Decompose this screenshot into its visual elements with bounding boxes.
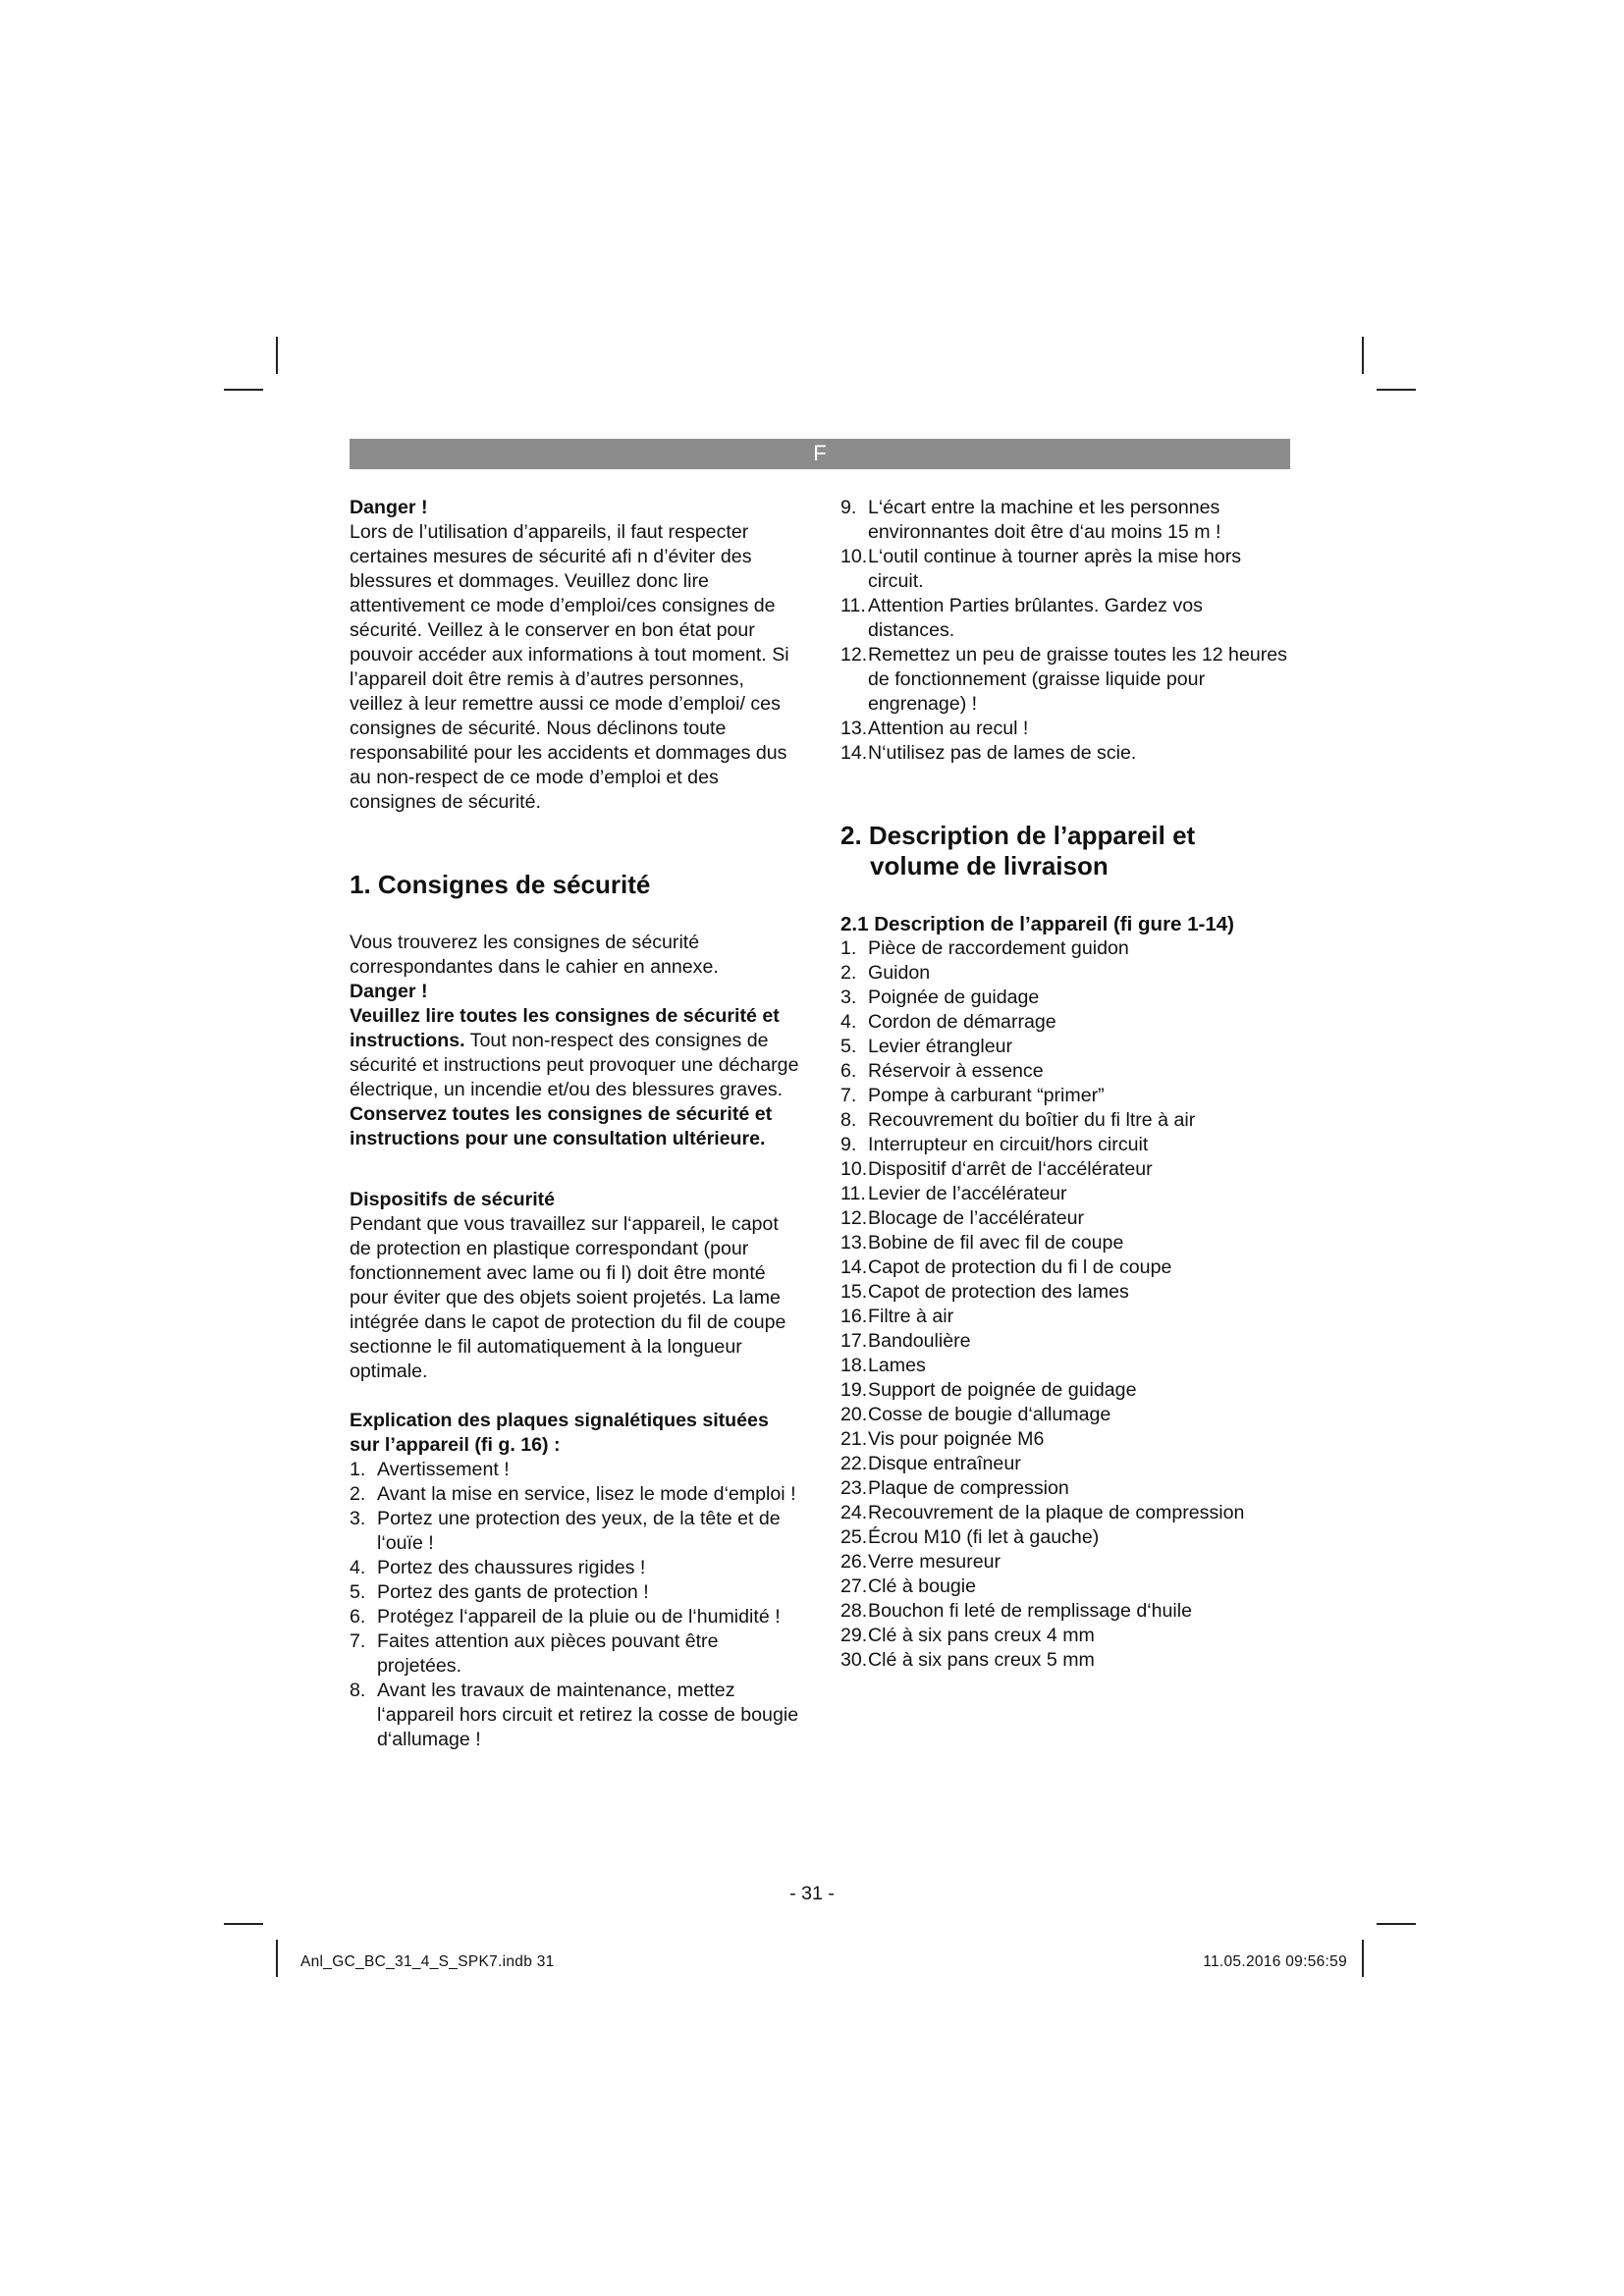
list-item-number: 21. bbox=[840, 1428, 868, 1450]
list-item-text: Portez une protection des yeux, de la tête et de l‘ouïe ! bbox=[377, 1508, 781, 1554]
list-item-number: 8. bbox=[350, 1680, 366, 1701]
list-item-text: Avant la mise en service, lisez le mode d‘emploi ! bbox=[377, 1483, 796, 1505]
list-item-text: Écrou M10 (fi let à gauche) bbox=[868, 1526, 1100, 1548]
list-item-number: 14. bbox=[840, 742, 868, 764]
list-item-number: 23. bbox=[840, 1477, 868, 1499]
list-item bbox=[840, 1452, 1292, 1476]
section-heading-line: 2. Description de l’appareil et bbox=[840, 821, 1196, 850]
list-item-number: 18. bbox=[840, 1355, 868, 1376]
list-item-number: 10. bbox=[840, 546, 868, 567]
list-item bbox=[840, 986, 1292, 1010]
section-heading bbox=[840, 821, 1292, 881]
list-item-text: Blocage de l’accélérateur bbox=[868, 1207, 1085, 1229]
list-item-number: 16. bbox=[840, 1306, 868, 1327]
list-item-text: Attention au recul ! bbox=[868, 718, 1029, 739]
list-item-number: 6. bbox=[840, 1060, 857, 1082]
list-item-number: 2. bbox=[840, 962, 857, 984]
list-item bbox=[840, 1084, 1292, 1108]
footer-date-time: 11.05.2016 09:56:59 bbox=[1203, 1953, 1347, 1970]
list-item-number: 11. bbox=[840, 595, 866, 616]
list-item bbox=[813, 594, 1292, 643]
list-item bbox=[840, 1133, 1292, 1157]
list-item-number: 5. bbox=[840, 1036, 857, 1057]
list-item bbox=[350, 1458, 801, 1482]
section-header-bar bbox=[350, 439, 1290, 469]
crop-mark bbox=[276, 1940, 278, 1977]
crop-mark bbox=[1362, 1940, 1364, 1977]
crop-mark bbox=[276, 337, 278, 374]
danger-paragraph: Lors de l’utilisation d’appareils, il faut respecter certaines mesures de sécurité afi n d’éviter des blessures et dommages. Veuillez donc lire attentivement ce mode d’emploi/ces consignes de sécurité. Veillez à le conserver en bon état pour pouvoir accéder aux informations à tout moment. Si l’appareil doit être remis à d’autres personnes, veillez à leur remettre aussi ce mode d’emploi/ ces consignes de sécurité. Nous déclinons toute responsabilité pour les accidents et dommages dus au non-respect de ce mode d’emploi et des consignes de sécurité. bbox=[350, 521, 789, 813]
list-item-text: Pompe à carburant “primer” bbox=[868, 1085, 1105, 1106]
list-item bbox=[813, 643, 1292, 717]
list-item-text: Portez des gants de protection ! bbox=[377, 1581, 649, 1603]
list-item bbox=[840, 1206, 1292, 1231]
list-item-text: Vis pour poignée M6 bbox=[868, 1428, 1045, 1450]
list-item-text: Filtre à air bbox=[868, 1306, 954, 1327]
list-item-number: 1. bbox=[840, 937, 857, 959]
list-item bbox=[840, 1157, 1292, 1182]
crop-mark bbox=[1377, 389, 1416, 391]
list-item-number: 4. bbox=[350, 1557, 366, 1578]
list-item-text: Clé à bougie bbox=[868, 1575, 977, 1597]
parts-list bbox=[840, 936, 1292, 1673]
list-item-text: Disque entraîneur bbox=[868, 1453, 1021, 1474]
list-item-text: Levier de l’accélérateur bbox=[868, 1183, 1067, 1204]
list-item-text: Capot de protection des lames bbox=[868, 1281, 1129, 1303]
list-item-number: 25. bbox=[840, 1526, 868, 1548]
list-item-text: Clé à six pans creux 5 mm bbox=[868, 1649, 1095, 1671]
list-item bbox=[813, 741, 1292, 766]
list-item-number: 4. bbox=[840, 1011, 857, 1033]
right-column bbox=[840, 496, 1292, 1673]
list-item bbox=[840, 1525, 1292, 1550]
list-item bbox=[813, 545, 1292, 594]
danger-bold-text: Veuillez lire toutes les consignes de sécurité et instructions. bbox=[350, 1005, 780, 1051]
footer-file-name: Anl_GC_BC_31_4_S_SPK7.indb 31 bbox=[300, 1953, 555, 1970]
list-item-number: 13. bbox=[840, 1232, 868, 1254]
list-item bbox=[813, 717, 1292, 741]
section-heading: 1. Consignes de sécurité bbox=[350, 870, 651, 899]
warning-plates-list bbox=[813, 496, 1292, 766]
list-item-text: Portez des chaussures rigides ! bbox=[377, 1557, 646, 1578]
list-item-text: Cordon de démarrage bbox=[868, 1011, 1056, 1033]
list-item-number: 12. bbox=[840, 644, 868, 666]
list-item bbox=[840, 1329, 1292, 1354]
list-item bbox=[840, 1035, 1292, 1059]
subsection-heading: Explication des plaques signalétiques situées sur l’appareil (fi g. 16) : bbox=[350, 1410, 769, 1456]
list-item-text: Plaque de compression bbox=[868, 1477, 1069, 1499]
list-item-text: Support de poignée de guidage bbox=[868, 1379, 1137, 1401]
list-item-number: 19. bbox=[840, 1379, 868, 1401]
list-item-text: Verre mesureur bbox=[868, 1551, 1001, 1573]
list-item-number: 9. bbox=[840, 1134, 857, 1155]
list-item-number: 24. bbox=[840, 1502, 868, 1523]
list-item bbox=[840, 1501, 1292, 1525]
left-column bbox=[350, 496, 801, 1752]
list-item bbox=[840, 1305, 1292, 1329]
list-item-number: 29. bbox=[840, 1625, 868, 1646]
list-item-text: Cosse de bougie d‘allumage bbox=[868, 1404, 1111, 1425]
list-item-number: 10. bbox=[840, 1158, 868, 1180]
list-item-number: 2. bbox=[350, 1483, 366, 1505]
list-item-number: 3. bbox=[350, 1508, 366, 1529]
list-item bbox=[840, 1648, 1292, 1673]
list-item-text: L‘outil continue à tourner après la mise hors circuit. bbox=[868, 546, 1242, 592]
list-item bbox=[840, 1059, 1292, 1084]
list-item-text: Faites attention aux pièces pouvant être projetées. bbox=[377, 1630, 719, 1677]
list-item bbox=[840, 1108, 1292, 1133]
section-letter: F bbox=[813, 441, 827, 465]
list-item bbox=[840, 1403, 1292, 1427]
list-item bbox=[840, 1550, 1292, 1575]
list-item bbox=[350, 1679, 801, 1752]
list-item-number: 28. bbox=[840, 1600, 868, 1622]
list-item-text: Bouchon fi leté de remplissage d‘huile bbox=[868, 1600, 1193, 1622]
subsection-heading: 2.1 Description de l’appareil (fi gure 1-14) bbox=[840, 913, 1235, 935]
list-item-text: Interrupteur en circuit/hors circuit bbox=[868, 1134, 1149, 1155]
list-item bbox=[350, 1580, 801, 1605]
list-item bbox=[350, 1482, 801, 1507]
crop-mark bbox=[1362, 337, 1364, 374]
list-item-text: Bobine de fil avec fil de coupe bbox=[868, 1232, 1124, 1254]
list-item bbox=[840, 936, 1292, 961]
list-item-text: Pièce de raccordement guidon bbox=[868, 937, 1129, 959]
list-item-text: Bandoulière bbox=[868, 1330, 971, 1352]
list-item-text: Lames bbox=[868, 1355, 926, 1376]
list-item-text: Recouvrement du boîtier du fi ltre à air bbox=[868, 1109, 1196, 1131]
list-item bbox=[840, 1255, 1292, 1280]
list-item bbox=[840, 1575, 1292, 1599]
list-item-number: 27. bbox=[840, 1575, 868, 1597]
danger-paragraph bbox=[350, 1004, 801, 1102]
list-item-text: Poignée de guidage bbox=[868, 987, 1040, 1008]
crop-mark bbox=[224, 389, 263, 391]
list-item-number: 11. bbox=[840, 1183, 866, 1204]
list-item bbox=[813, 496, 1292, 545]
list-item-number: 7. bbox=[840, 1085, 857, 1106]
list-item-text: Clé à six pans creux 4 mm bbox=[868, 1625, 1095, 1646]
list-item bbox=[840, 1010, 1292, 1035]
list-item bbox=[840, 961, 1292, 986]
list-item-number: 6. bbox=[350, 1606, 366, 1628]
list-item bbox=[840, 1624, 1292, 1648]
list-item-number: 14. bbox=[840, 1256, 868, 1278]
page-number: - 31 - bbox=[789, 1883, 835, 1904]
list-item-text: Guidon bbox=[868, 962, 931, 984]
warning-plates-list bbox=[350, 1458, 801, 1752]
list-item-text: Protégez l‘appareil de la pluie ou de l‘humidité ! bbox=[377, 1606, 781, 1628]
list-item-text: Avertissement ! bbox=[377, 1459, 510, 1480]
danger-title: Danger ! bbox=[350, 497, 428, 518]
devices-paragraph: Pendant que vous travaillez sur l‘appareil, le capot de protection en plastique correspondant (pour fonctionnement avec lame ou fi l) doit être monté pour éviter que des objets soient projetés. La lame intégrée dans le capot de protection du fil de coupe sectionne le fil automatiquement à la longueur optimale. bbox=[350, 1213, 786, 1382]
list-item-number: 9. bbox=[840, 497, 857, 518]
list-item-number: 22. bbox=[840, 1453, 868, 1474]
list-item bbox=[840, 1280, 1292, 1305]
section-intro: Vous trouverez les consignes de sécurité correspondantes dans le cahier en annexe. bbox=[350, 932, 719, 978]
list-item-text: Dispositif d‘arrêt de l‘accélérateur bbox=[868, 1158, 1153, 1180]
list-item-number: 13. bbox=[840, 718, 868, 739]
keep-instructions-text: Conservez toutes les consignes de sécurité et instructions pour une consultation ultérieure. bbox=[350, 1103, 773, 1149]
crop-mark bbox=[1377, 1923, 1416, 1925]
list-item-number: 8. bbox=[840, 1109, 857, 1131]
list-item-text: Levier étrangleur bbox=[868, 1036, 1013, 1057]
list-item-number: 5. bbox=[350, 1581, 366, 1603]
list-item-text: L‘écart entre la machine et les personnes environnantes doit être d‘au moins 15 m ! bbox=[868, 497, 1221, 543]
list-item-text: Attention Parties brûlantes. Gardez vos distances. bbox=[868, 595, 1203, 641]
list-item bbox=[350, 1629, 801, 1679]
danger-text: Tout non-respect des consignes de sécurité et instructions peut provoquer une décharge électrique, un incendie et/ou des blessures graves. bbox=[350, 1030, 799, 1100]
list-item-text: Capot de protection du fi l de coupe bbox=[868, 1256, 1172, 1278]
list-item-number: 3. bbox=[840, 987, 857, 1008]
list-item-number: 17. bbox=[840, 1330, 868, 1352]
list-item-number: 30. bbox=[840, 1649, 868, 1671]
list-item bbox=[350, 1507, 801, 1556]
list-item-text: Remettez un peu de graisse toutes les 12 heures de fonctionnement (graisse liquide pour engrenage) ! bbox=[868, 644, 1287, 715]
list-item bbox=[840, 1599, 1292, 1624]
list-item bbox=[840, 1231, 1292, 1255]
danger-title: Danger ! bbox=[350, 981, 428, 1002]
list-item-text: N‘utilisez pas de lames de scie. bbox=[868, 742, 1137, 764]
list-item-number: 12. bbox=[840, 1207, 868, 1229]
list-item-text: Recouvrement de la plaque de compression bbox=[868, 1502, 1245, 1523]
list-item-text: Avant les travaux de maintenance, mettez l‘appareil hors circuit et retirez la cosse de bougie d‘allumage ! bbox=[377, 1680, 799, 1750]
list-item-text: Réservoir à essence bbox=[868, 1060, 1044, 1082]
list-item-number: 20. bbox=[840, 1404, 868, 1425]
list-item-number: 26. bbox=[840, 1551, 868, 1573]
list-item bbox=[350, 1605, 801, 1629]
subsection-heading: Dispositifs de sécurité bbox=[350, 1189, 556, 1210]
list-item bbox=[840, 1354, 1292, 1378]
list-item-number: 1. bbox=[350, 1459, 366, 1480]
list-item bbox=[350, 1556, 801, 1580]
list-item bbox=[840, 1476, 1292, 1501]
list-item bbox=[840, 1182, 1292, 1206]
list-item bbox=[840, 1378, 1292, 1403]
list-item-number: 7. bbox=[350, 1630, 366, 1652]
section-heading-line: volume de livraison bbox=[870, 851, 1109, 881]
crop-mark bbox=[224, 1923, 263, 1925]
list-item bbox=[840, 1427, 1292, 1452]
list-item-number: 15. bbox=[840, 1281, 868, 1303]
